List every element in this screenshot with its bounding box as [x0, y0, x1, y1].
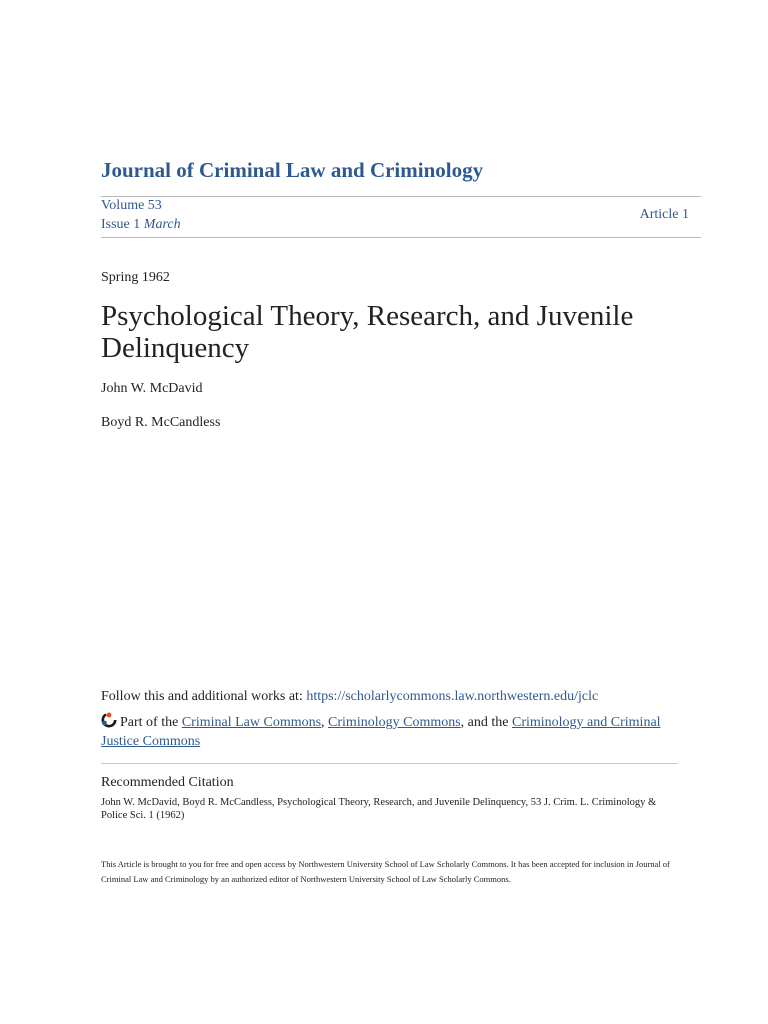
follow-line	[101, 689, 598, 705]
citation-heading: Recommended Citation	[101, 775, 234, 790]
part-of-prefix: Part of the	[120, 715, 182, 730]
part-of-sep-2: , and the	[460, 715, 512, 730]
volume-link[interactable]: Volume 53	[101, 198, 162, 213]
part-of-commons	[101, 712, 681, 751]
criminal-law-commons-link[interactable]: Criminal Law Commons	[181, 715, 322, 730]
header-bottom-rule	[101, 237, 701, 238]
access-disclaimer: This Article is brought to you for free and open access by Northwestern University School of Law Scholarly Commons. It has been accepted for inclusion in Journal of Criminal Law and Criminology by an authorized editor of Northwestern University School of Law Scholarly Commons.	[101, 859, 670, 884]
author-1: John W. McDavid	[101, 381, 203, 396]
commons-network-icon	[101, 712, 117, 728]
criminology-commons-link[interactable]: Criminology Commons	[328, 715, 461, 730]
header-top-rule	[101, 196, 701, 197]
follow-prefix: Follow this and additional works at:	[101, 689, 307, 704]
issue-month: March	[143, 217, 181, 232]
article-title-line-1: Psychological Theory, Research, and Juvenile	[101, 300, 634, 332]
issue-label: Issue 1	[101, 217, 141, 232]
publication-season: Spring 1962	[101, 270, 170, 285]
part-of-sep-1: ,	[321, 715, 329, 730]
article-title	[101, 300, 701, 364]
author-2: Boyd R. McCandless	[101, 415, 221, 430]
journal-title-link[interactable]: Journal of Criminal Law and Criminology	[101, 158, 484, 182]
article-title-line-2: Delinquency	[101, 332, 250, 364]
citation-rule	[101, 763, 678, 764]
article-number-link[interactable]: Article 1	[639, 207, 689, 222]
citation-text: John W. McDavid, Boyd R. McCandless, Psychological Theory, Research, and Juvenile Delinquency, 53 J. Crim. L. Criminology & Police Sci. 1 (1962)	[101, 797, 657, 821]
issue-link[interactable]	[101, 217, 181, 233]
criminology-criminal-justice-commons-link[interactable]: Criminology and Criminal Justice Commons	[101, 715, 661, 749]
repository-url-link[interactable]: https://scholarlycommons.law.northwestern.edu/jclc	[306, 689, 599, 704]
